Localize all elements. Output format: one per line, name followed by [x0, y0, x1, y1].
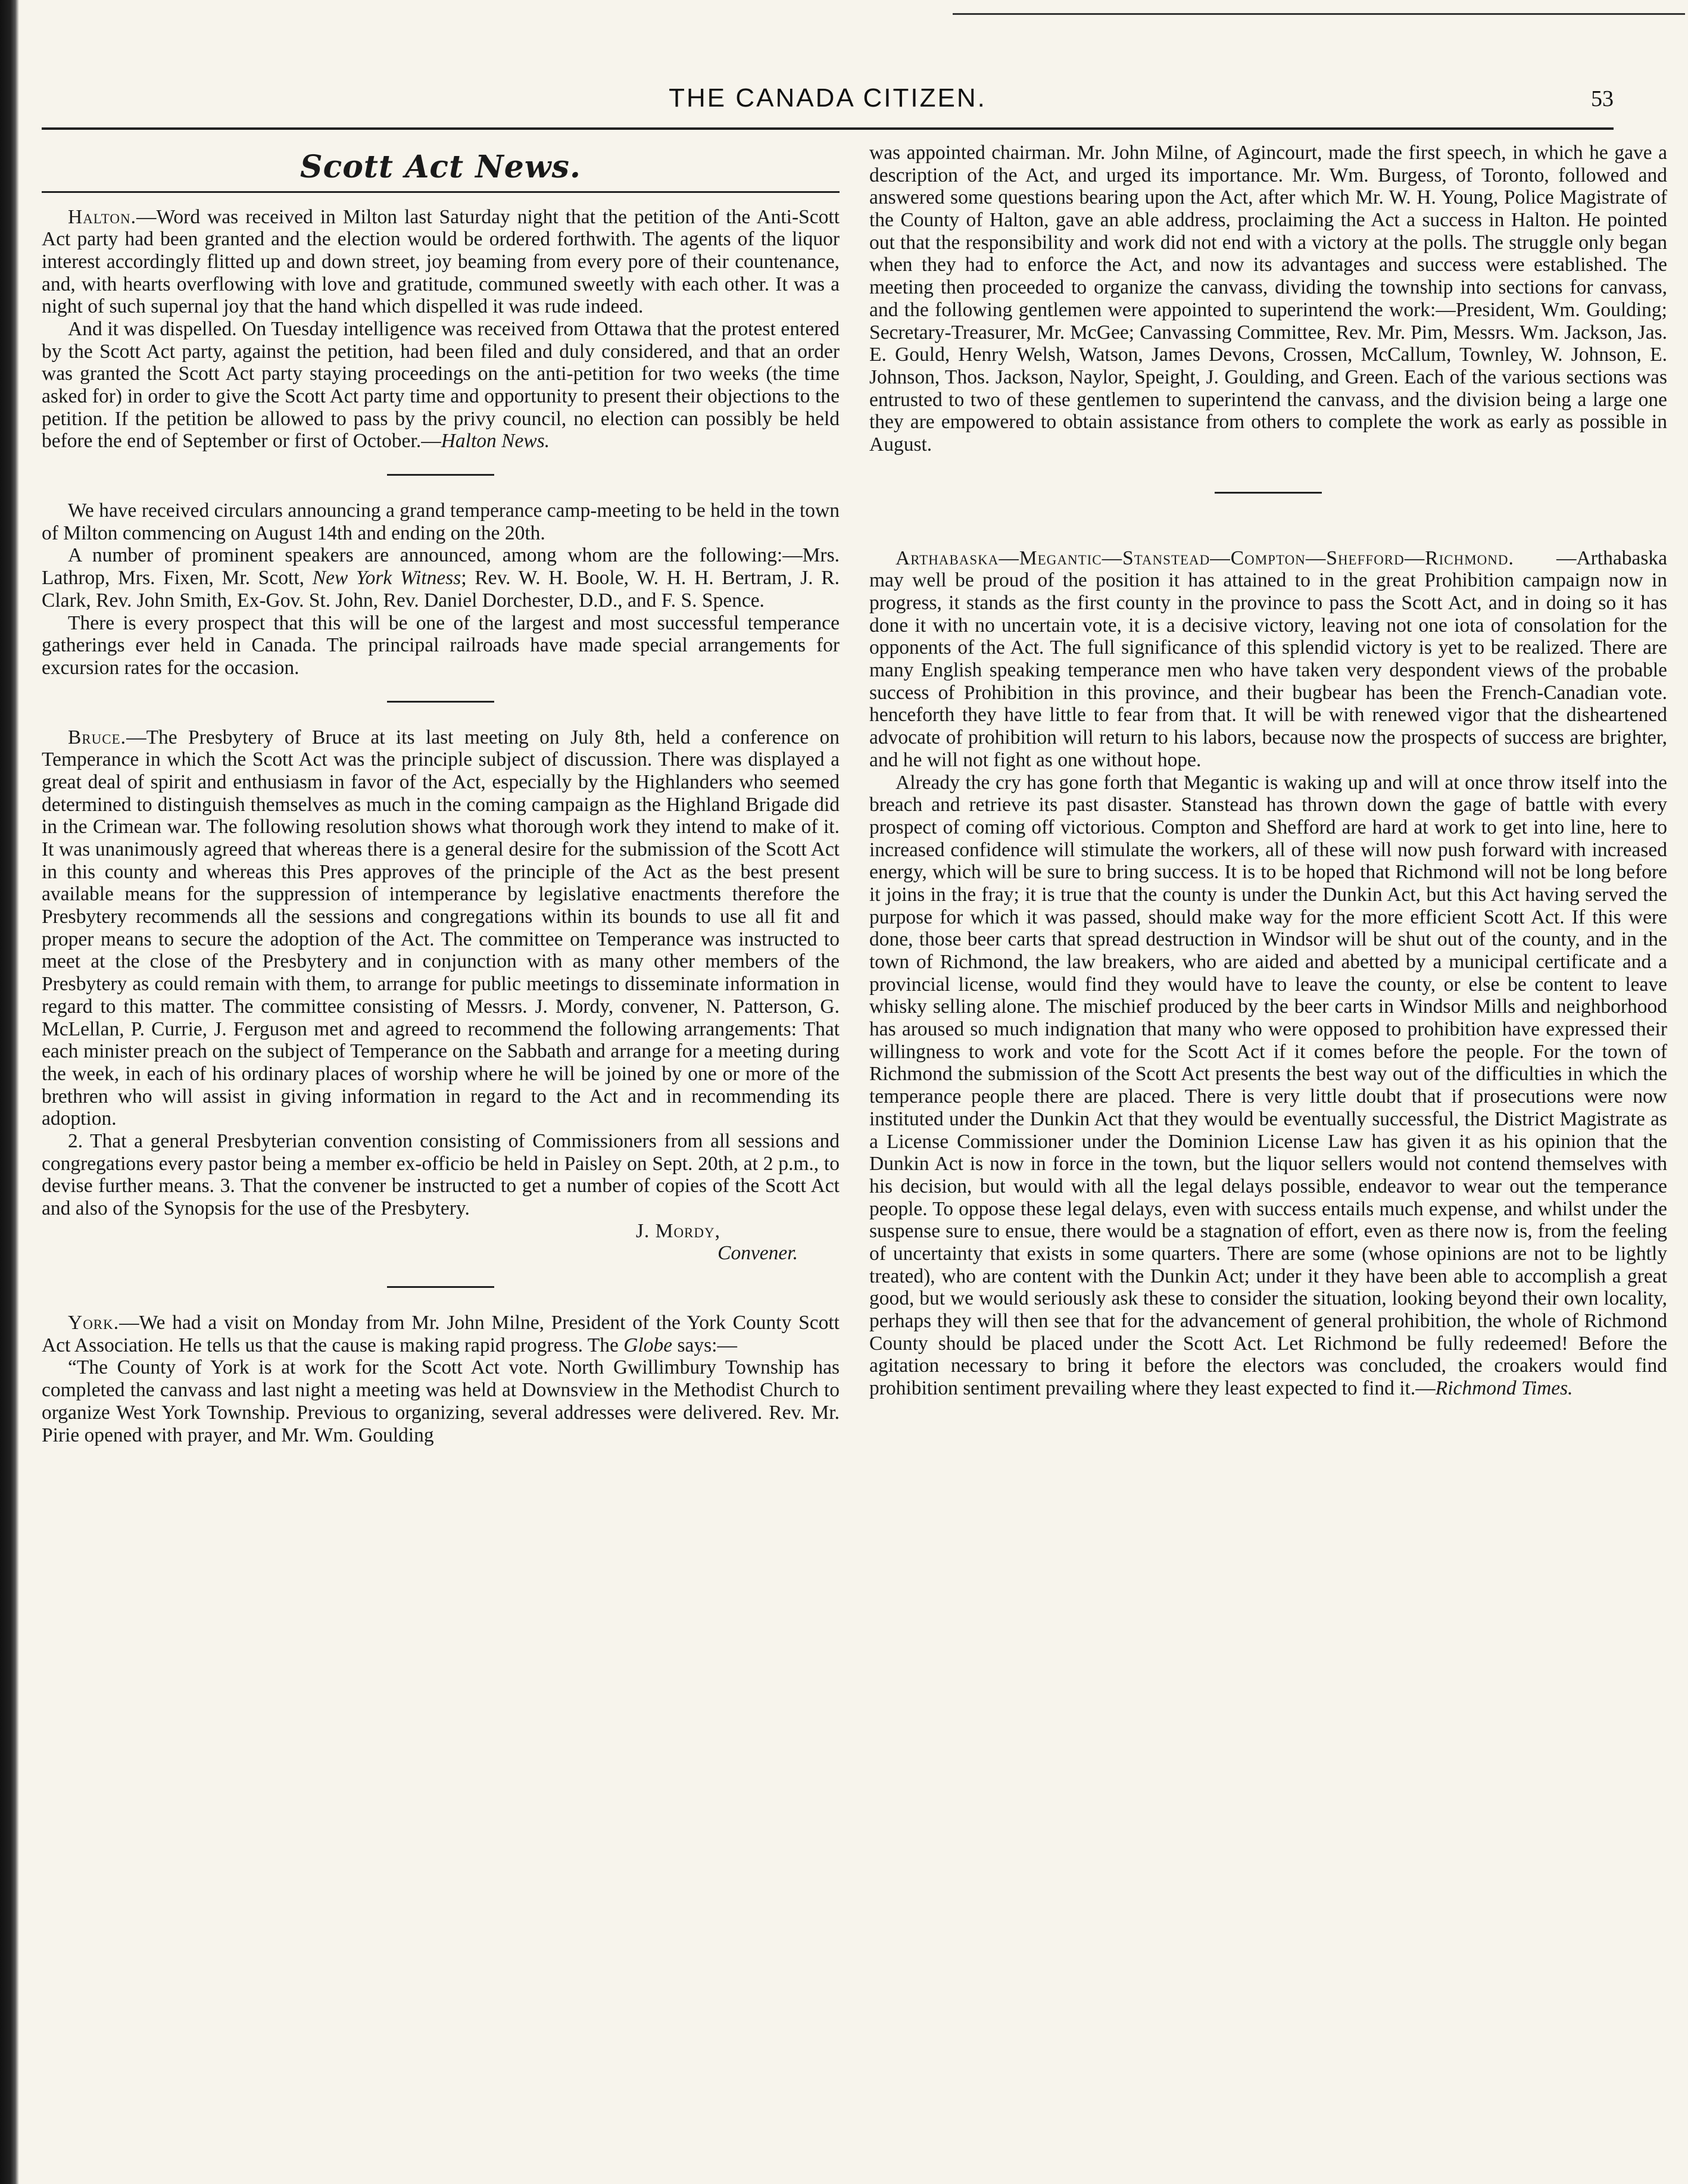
- top-rule: [953, 13, 1685, 15]
- paragraph: [42, 544, 840, 611]
- article-halton: [42, 206, 840, 453]
- section-heading: Scott Act News.: [300, 149, 581, 185]
- left-column: [42, 142, 840, 1446]
- article-label: York.: [68, 1312, 120, 1334]
- paragraph: [42, 1312, 840, 1356]
- paragraph-text: Already the cry has gone forth that Megantic is waking up and will at once throw itself into the breach and retrieve its past disaster. Stanstead has thrown down the gage of battle with every prospect of coming off victorious. Compton and Shefford are hard at work to get into line, here to increased confidence will stimulate the workers, all of these will now push forward with increased energy, which will be sure to bring success. It is to be hoped that Richmond will not be long before it joins in the fray; it is true that the county is under the Dunkin Act, but this Act having served the purpose for which it was passed, should make way for the more efficient Scott Act. If this were done, those beer carts that spread destruction in Windsor will be shut out of the county, and in the town of Richmond, the law breakers, who are aided and abetted by a municipal certificate and a provincial license, would find they would have to leave the county, or else be content to leave whisky selling alone. The mischief produced by the beer carts in Windsor Mills and neighborhood has aroused so much indignation that many who were opposed to prohibition have expressed their willingness to work and vote for the Scott Act if it comes before the people. For the town of Richmond the submission of the Scott Act presents the best way out of the difficulties in which the temperance people there are placed. There is very little doubt that if prosecutions were now instituted under the Dunkin Act that they would be eventually successful, the District Magistrate as a License Commissioner under the Dominion License Law has given it as his opinion that the Dunkin Act is now in force in the town, but the liquor sellers would not contend themselves with his decision, but would with all the legal delays possible, endeavor to wear out the temperance people. To oppose these legal delays, even with success entails much expense, and whilst under the suspense sure to ensue, there would be a stagnation of effort, even as there now is, from the feeling of uncertainty that exists in some quarters. There are some (whose opinions are not to be lightly treated), who are content with the Dunkin Act; under it they have been able to accomplish a great good, but we would seriously ask these to consider the situation, looking beyond their own locality, perhaps they will then see that for the advancement of general prohibition, the whole of Richmond County should be placed under the Scott Act. Let Richmond be fully redeemed! Before the agitation necessary to bring it before the electors was concluded, the croakers would find prohibition sentiment prevailing where they least expected to find it.—: [869, 771, 1667, 1400]
- article-bruce: [42, 726, 840, 1265]
- paragraph: [42, 206, 840, 318]
- newspaper-title: THE CANADA CITIZEN.: [669, 83, 987, 113]
- article-york: [42, 1312, 840, 1446]
- paragraph: [869, 547, 1667, 772]
- paragraph: [42, 726, 840, 1130]
- newspaper-name: Globe: [623, 1334, 673, 1356]
- paragraph: [42, 318, 840, 453]
- article-label: Bruce.: [68, 726, 127, 748]
- page-binding-edge: [0, 0, 19, 2184]
- article-camp-meeting: [42, 500, 840, 679]
- article-label: Halton.: [68, 205, 136, 228]
- signature-title: Convener.: [717, 1242, 798, 1265]
- paragraph: [869, 772, 1667, 1400]
- article-divider: [1215, 492, 1322, 494]
- newspaper-name: New York Witness: [312, 567, 461, 589]
- paragraph-text: ; Rev. W. H. Boole, W. H. H. Bertram, J. R. Clark, Rev. John Smith, Ex-Gov. St. John, Rev. Daniel Dorchester, D.D., and F. S. Spence.: [42, 567, 840, 611]
- article-source: Richmond Times.: [1435, 1377, 1573, 1400]
- right-column: [869, 142, 1667, 1400]
- paragraph-text: —We had a visit on Monday from Mr. John Milne, President of the York County Scott Act Association. He tells us that the cause is making rapid progress. The: [42, 1312, 840, 1356]
- article-label: Arthabaska—Megantic—Stanstead—Compton—Shefford—Richmond.: [896, 547, 1514, 569]
- paragraph-text: —Arthabaska may well be proud of the position it has attained to in the great Prohibition campaign now in progress, it stands as the first county in the province to pass the Scott Act, and in doing so it has done it with no uncertain vote, it is a decisive victory, leaving not one iota of consolation for the opponents of the Act. The full significance of this splendid victory is yet to be realized. There are many English speaking temperance men who have taken very despondent views of the probable success of Prohibition in this province, and their bugbear has been the French-Canadian vote. henceforth they have little to fear from that. It will be with renewed vigor that the disheartened advocate of prohibition will return to his labors, because now the prospects of success are brighter, and he will not fight as one without hope.: [869, 547, 1667, 771]
- page-number: 53: [1591, 86, 1614, 111]
- signature: J. Mordy,: [635, 1219, 720, 1242]
- paragraph-text: says:—: [672, 1334, 737, 1356]
- header-rule: [42, 127, 1614, 130]
- paragraph-text: A number of prominent speakers are announced, among whom are the following:—Mrs. Lathrop, Mrs. Fixen, Mr. Scott,: [42, 544, 840, 589]
- article-divider: [387, 701, 494, 703]
- page-header: [42, 83, 1614, 119]
- paragraph-text: —Word was received in Milton last Saturday night that the petition of the Anti-Scott Act party had been granted and the election would be ordered forthwith. The agents of the liquor interest accordingly flitted up and down street, joy beaming from every pore of their countenance, and, with hearts overflowing with love and gratitude, communed sweetly with each other. It was a night of such supernal joy that the hand which dispelled it was rude indeed.: [42, 205, 840, 318]
- paragraph: There is every prospect that this will be one of the largest and most successful temperance gatherings ever held in Canada. The principal railroads have made special arrangements for excursion rates for the occasion.: [42, 611, 840, 679]
- heading-rule: [42, 191, 840, 193]
- paragraph: 2. That a general Presbyterian convention consisting of Commissioners from all sessions and congregations every pastor being a member ex-officio be held in Paisley on Sept. 20th, at 2 p.m., to devise further means. 3. That the convener be instructed to get a number of copies of the Scott Act and also of the Synopsis for the use of the Presbytery.: [42, 1130, 840, 1219]
- article-arthabaska: [869, 547, 1667, 1400]
- paragraph: “The County of York is at work for the Scott Act vote. North Gwillimbury Township has completed the canvass and last night a meeting was held at Downsview in the Methodist Church to organize West York Township. Previous to organizing, several addresses were delivered. Rev. Mr. Pirie opened with prayer, and Mr. Wm. Goulding: [42, 1356, 840, 1446]
- paragraph-text: And it was dispelled. On Tuesday intelligence was received from Ottawa that the protest entered by the Scott Act party, against the petition, had been filed and duly considered, and that an order was granted the Scott Act party staying proceedings on the anti-petition for two weeks (the time asked for) in order to give the Scott Act party time and opportunity to present their objections to the petition. If the petition be allowed to pass by the privy council, no election can possibly be held before the end of September or first of October.—: [42, 317, 840, 453]
- article-source: Halton News.: [441, 430, 550, 453]
- paragraph: We have received circulars announcing a grand temperance camp-meeting to be held in the town of Milton commencing on August 14th and ending on the 20th.: [42, 500, 840, 544]
- article-divider: [387, 474, 494, 476]
- paragraph-text: —The Presbytery of Bruce at its last meeting on July 8th, held a conference on Temperance in which the Scott Act was the principle subject of discussion. There was displayed a great deal of spirit and enthusiasm in favor of the Act, especially by the Highlanders who seemed determined to distinguish themselves as much in the coming campaign as the Highland Brigade did in the Crimean war. The following resolution shows what thorough work they intend to make of it. It was unanimously agreed that whereas there is a general desire for the submission of the Scott Act in this county and whereas this Pres approves of the principle of the Act as the best present available means for the suppression of intemperance by legislative enactments therefore the Presbytery recommends all the sessions and congregations within its bounds to use all fit and proper means to secure the adoption of the Act. The committee on Temperance was instructed to meet at the close of the Presbytery and in conjunction with as many other members of the Presbytery as could remain with them, to arrange for public meetings to disseminate information in regard to this matter. The committee consisting of Messrs. J. Mordy, convener, N. Patterson, G. McLellan, P. Currie, J. Ferguson met and agreed to recommend the following arrangements: That each minister preach on the subject of Temperance on the Sabbath and arrange for a meeting during the week, in each of his ordinary places of worship where he will be joined by one or more of the brethren who will assist in giving information in regard to the Act and in recommending its adoption.: [42, 726, 840, 1130]
- article-divider: [387, 1286, 494, 1288]
- paragraph: was appointed chairman. Mr. John Milne, of Agincourt, made the first speech, in which he gave a description of the Act, and urged its importance. Mr. Wm. Burgess, of Toronto, followed and answered some questions bearing upon the Act, after which Mr. W. H. Young, Police Magistrate of the County of Halton, gave an able address, proclaiming the Act a success in Halton. He pointed out that the responsibility and work did not end with a victory at the polls. The struggle only began when they had to enforce the Act, and now its advantages and success were established. The meeting then proceeded to organize the canvass, dividing the township into sections for canvass, and the following gentlemen were appointed to superintend the work:—President, Wm. Goulding; Secretary-Treasurer, Mr. McGee; Canvassing Committee, Rev. Mr. Pim, Messrs. Wm. Jackson, Jas. E. Gould, Henry Welsh, Watson, James Devons, Crossen, McCallum, Townley, W. Johnson, E. Johnson, Thos. Jackson, Naylor, Speight, J. Goulding, and Green. Each of the various sections was entrusted to two of these gentlemen to superintend the canvass, and the division being a large one they are empowered to obtain assistance from others to complete the work as early as possible in August.: [869, 142, 1667, 455]
